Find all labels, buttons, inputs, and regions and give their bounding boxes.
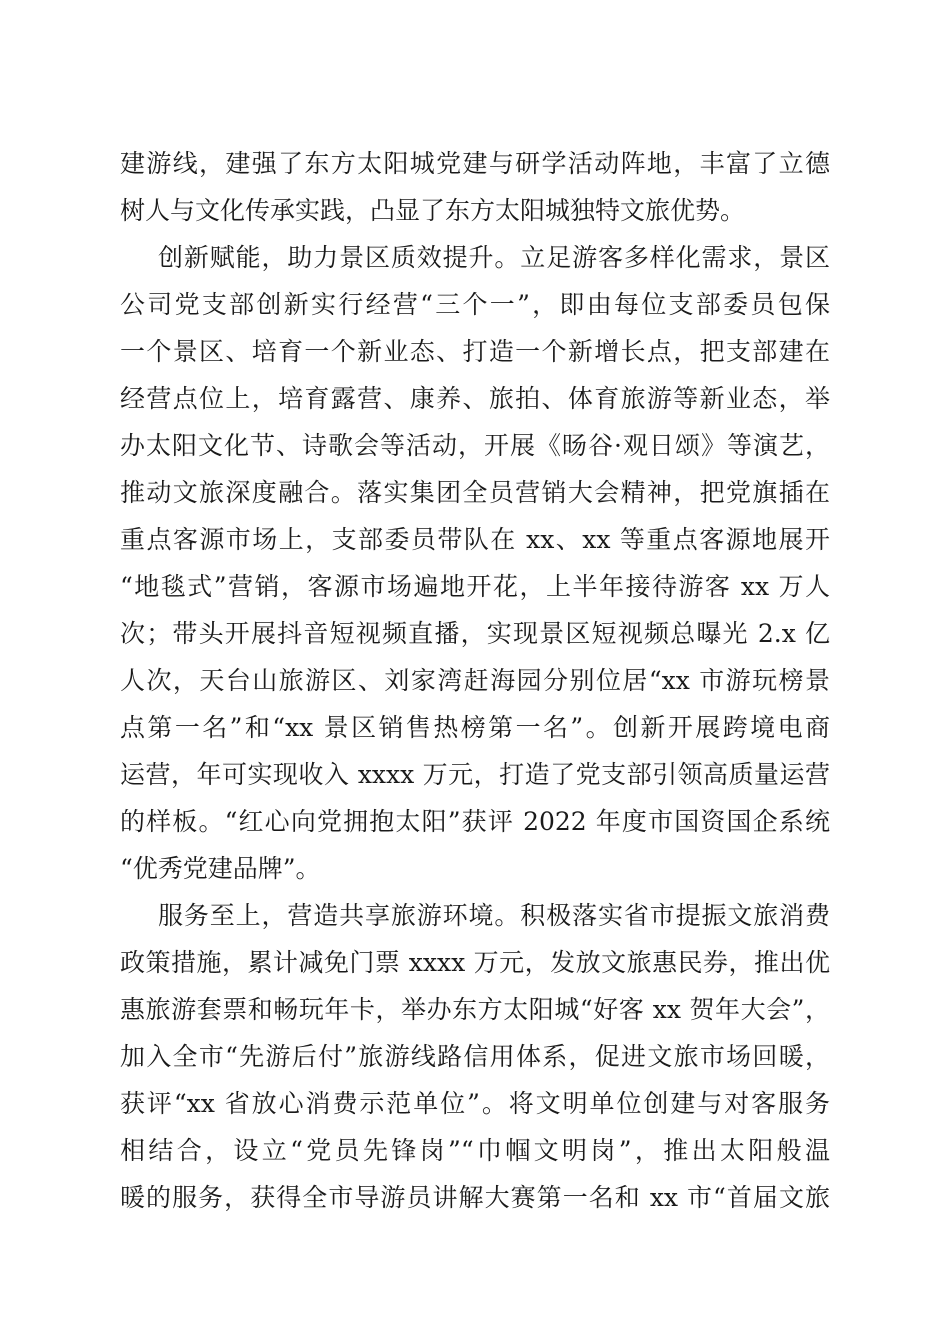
text-line: 公司党支部创新实行经营“三个一”，即由每位支部委员包保: [120, 290, 830, 319]
text-line: 经营点位上，培育露营、康养、旅拍、体育旅游等新业态，举: [120, 384, 830, 413]
text-line: “优秀党建品牌”。: [120, 854, 321, 883]
text-line: 暖的服务，获得全市导游员讲解大赛第一名和 xx 市“首届文旅: [120, 1183, 830, 1212]
text-line: 的样板。“红心向党拥抱太阳”获评 2022 年度市国资国企系统: [120, 807, 830, 836]
text-line: 加入全市“先游后付”旅游线路信用体系，促进文旅市场回暖，: [120, 1042, 830, 1071]
text-line: 运营，年可实现收入 xxxx 万元，打造了党支部引领高质量运营: [120, 760, 830, 789]
text-line: 人次，天台山旅游区、刘家湾赶海园分别位居“xx 市游玩榜景: [120, 666, 830, 695]
text-line: “地毯式”营销，客源市场遍地开花，上半年接待游客 xx 万人: [120, 572, 830, 601]
text-line: 点第一名”和“xx 景区销售热榜第一名”。创新开展跨境电商: [120, 713, 830, 742]
text-line: 一个景区、培育一个新业态、打造一个新增长点，把支部建在: [120, 337, 830, 366]
body-text: [120, 140, 830, 1221]
text-line: 树人与文化传承实践，凸显了东方太阳城独特文旅优势。: [120, 196, 746, 225]
text-line: 推动文旅深度融合。落实集团全员营销大会精神，把党旗插在: [120, 478, 830, 507]
text-line: 政策措施，累计减免门票 xxxx 万元，发放文旅惠民券，推出优: [120, 948, 830, 977]
text-line: 创新赋能，助力景区质效提升。立足游客多样化需求，景区: [158, 243, 830, 272]
text-line: 次；带头开展抖音短视频直播，实现景区短视频总曝光 2.x 亿: [120, 619, 830, 648]
text-line: 服务至上，营造共享旅游环境。积极落实省市提振文旅消费: [158, 901, 830, 930]
text-line: 获评“xx 省放心消费示范单位”。将文明单位创建与对客服务: [120, 1089, 830, 1118]
text-line: 办太阳文化节、诗歌会等活动，开展《旸谷·观日颂》等演艺，: [120, 431, 830, 460]
text-line: 惠旅游套票和畅玩年卡，举办东方太阳城“好客 xx 贺年大会”，: [120, 995, 830, 1024]
text-line: 建游线，建强了东方太阳城党建与研学活动阵地，丰富了立德: [120, 149, 830, 178]
text-line: 相结合，设立“党员先锋岗”“巾帼文明岗”，推出太阳般温: [120, 1136, 830, 1165]
text-line: 重点客源市场上，支部委员带队在 xx、xx 等重点客源地展开: [120, 525, 830, 554]
